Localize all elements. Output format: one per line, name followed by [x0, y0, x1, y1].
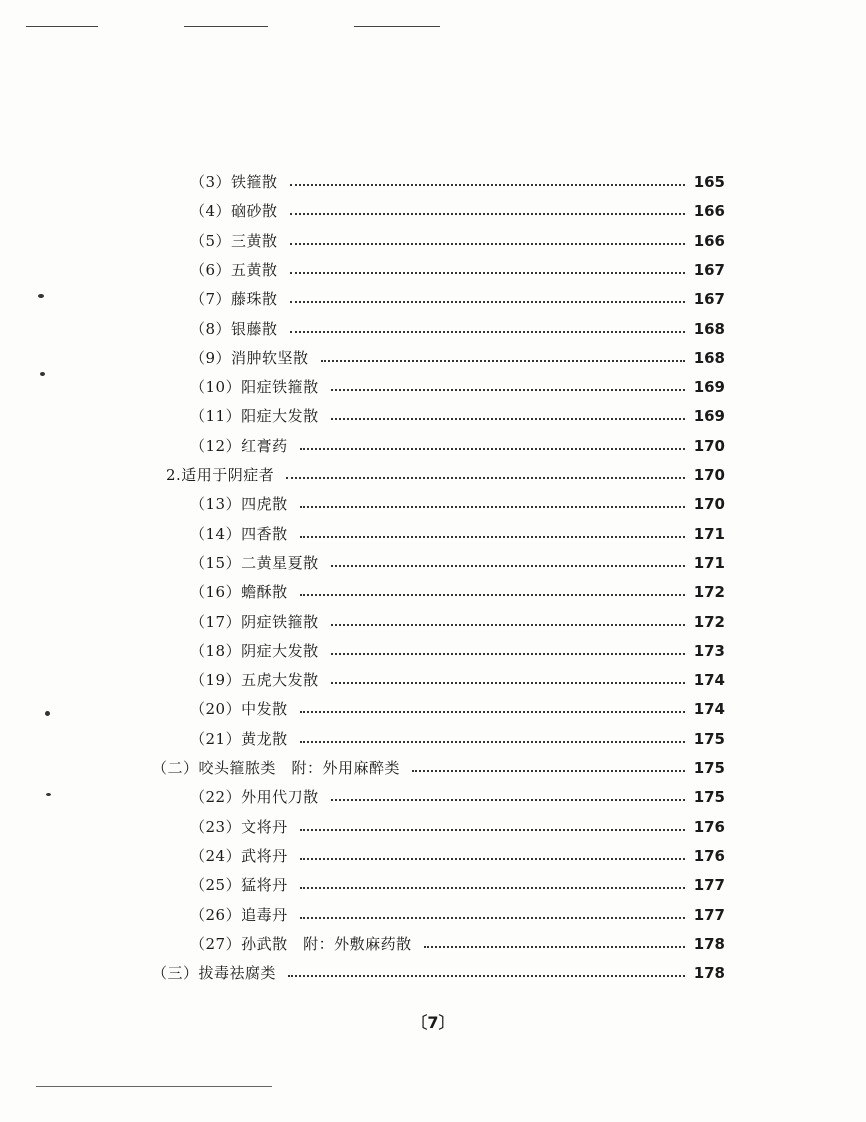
toc-entry-title: （7）藤珠散	[190, 290, 278, 309]
toc-entry	[190, 727, 725, 751]
toc-entry-page: 168	[693, 348, 725, 367]
toc-entry-title: （5）三黄散	[190, 231, 278, 250]
toc-entry-title: （17）阴症铁箍散	[190, 612, 319, 631]
toc-entry-title: （18）阴症大发散	[190, 641, 319, 660]
dot-leader	[321, 360, 685, 362]
dot-leader	[331, 624, 685, 626]
dot-leader	[290, 331, 685, 333]
toc-entry-title: （10）阳症铁箍散	[190, 378, 319, 397]
toc-entry-page: 165	[693, 173, 725, 191]
toc-entry-page: 168	[693, 319, 725, 338]
toc-entry-title: （23）文将丹	[190, 817, 288, 836]
toc-entry	[190, 668, 725, 692]
toc-entry-title: （15）二黄星夏散	[190, 553, 319, 572]
toc-entry	[190, 639, 725, 663]
toc-entry-page: 167	[693, 290, 725, 309]
dot-leader	[300, 887, 685, 889]
dot-leader	[331, 799, 685, 801]
toc-entry-title: （14）四香散	[190, 524, 288, 543]
toc-entry-page: 171	[693, 553, 725, 572]
toc-entry-title: （20）中发散	[190, 700, 288, 719]
toc-entry	[190, 170, 725, 194]
toc-entry-page: 170	[693, 436, 725, 455]
toc-entry-page: 170	[693, 466, 725, 484]
toc-entry-page: 166	[693, 202, 725, 221]
scan-speck	[40, 372, 45, 376]
toc-entry-page: 167	[693, 260, 725, 279]
toc-entry	[190, 317, 725, 341]
dot-leader	[288, 975, 685, 977]
toc-entry	[190, 258, 725, 282]
toc-entry-page: 169	[693, 378, 725, 397]
toc-entry-title: （27）孙武散 附：外敷麻药散	[190, 934, 412, 953]
dot-leader	[290, 301, 685, 303]
toc-entry	[190, 785, 725, 809]
toc-entry-page: 169	[693, 407, 725, 426]
dot-leader	[286, 477, 685, 479]
dot-leader	[300, 858, 685, 860]
toc-entry	[190, 287, 725, 311]
toc-entry-page: 178	[693, 964, 725, 983]
toc-entry	[190, 580, 725, 604]
dot-leader	[331, 682, 685, 684]
scan-speck	[45, 711, 50, 716]
toc-entry	[152, 961, 725, 985]
toc-entry-title: （三）拔毒祛腐类	[152, 964, 277, 983]
toc-entry	[190, 492, 725, 516]
toc-entry-title: 2.适用于阴症者	[166, 466, 275, 484]
dot-leader	[331, 653, 685, 655]
toc-entry-title: （8）银藤散	[190, 319, 278, 338]
toc-entry-title: （11）阳症大发散	[190, 407, 319, 426]
toc-entry-title: （26）追毒丹	[190, 905, 288, 924]
scan-line-top-3	[354, 26, 440, 27]
dot-leader	[300, 741, 685, 743]
toc-entry-page: 177	[693, 905, 725, 924]
toc-entry	[190, 903, 725, 927]
dot-leader	[290, 213, 685, 215]
toc-entry-title: （25）猛将丹	[190, 876, 288, 895]
toc-entry-title: （13）四虎散	[190, 495, 288, 514]
dot-leader	[290, 184, 685, 186]
toc-entry	[190, 375, 725, 399]
toc-entry-title: （4）硇砂散	[190, 202, 278, 221]
toc-entry-title: （3）铁箍散	[190, 173, 278, 191]
toc-entry	[190, 551, 725, 575]
dot-leader	[300, 506, 685, 508]
toc-entry	[190, 844, 725, 868]
toc-entry-page: 170	[693, 495, 725, 514]
toc-entry	[190, 932, 725, 956]
toc-entry-title: （二）咬头箍脓类 附：外用麻醉类	[152, 759, 401, 777]
dot-leader	[290, 272, 685, 274]
toc-entry	[166, 463, 725, 487]
toc-entry-title: （12）红膏药	[190, 436, 288, 455]
dot-leader	[412, 770, 685, 772]
toc-entry-page: 175	[693, 759, 725, 777]
toc-entry-title: （9）消肿软坚散	[190, 348, 309, 367]
toc-entry-title: （24）武将丹	[190, 846, 288, 865]
toc-entry-title: （19）五虎大发散	[190, 671, 319, 690]
dot-leader	[331, 389, 685, 391]
dot-leader	[290, 243, 685, 245]
dot-leader	[331, 565, 685, 567]
dot-leader	[300, 917, 685, 919]
toc-entry-page: 176	[693, 846, 725, 865]
toc-entry-title: （6）五黄散	[190, 260, 278, 279]
toc-entry	[190, 873, 725, 897]
toc-entry	[190, 404, 725, 428]
dot-leader	[300, 829, 685, 831]
toc-entry-page: 176	[693, 817, 725, 836]
toc-entry	[190, 522, 725, 546]
dot-leader	[331, 418, 685, 420]
dot-leader	[300, 711, 685, 713]
scan-line-top-1	[26, 26, 98, 27]
dot-leader	[300, 594, 685, 596]
toc-entry-title: （16）蟾酥散	[190, 583, 288, 602]
toc-entry-page: 175	[693, 729, 725, 748]
toc-entry-page: 174	[693, 671, 725, 690]
toc-entry	[190, 610, 725, 634]
toc-entry-page: 175	[693, 788, 725, 807]
toc-entry-page: 174	[693, 700, 725, 719]
toc-entry-page: 177	[693, 876, 725, 895]
toc-entry	[190, 815, 725, 839]
toc-entry-title: （22）外用代刀散	[190, 788, 319, 807]
dot-leader	[300, 448, 685, 450]
toc-entry	[152, 756, 725, 780]
toc-entry	[190, 697, 725, 721]
scan-line-bottom	[36, 1086, 272, 1087]
toc-entry	[190, 199, 725, 223]
scan-line-top-2	[184, 26, 268, 27]
scan-speck	[38, 294, 44, 298]
dot-leader	[424, 946, 685, 948]
page-number: 〔7〕	[411, 1013, 455, 1032]
toc-entry-page: 172	[693, 612, 725, 631]
toc-entry-page: 172	[693, 583, 725, 602]
dot-leader	[300, 536, 685, 538]
toc-entry-page: 166	[693, 231, 725, 250]
toc-entry	[190, 229, 725, 253]
scan-speck	[46, 793, 51, 796]
toc-entry-title: （21）黄龙散	[190, 729, 288, 748]
toc-entry	[190, 434, 725, 458]
toc-entry-page: 173	[693, 641, 725, 660]
toc-entry-page: 171	[693, 524, 725, 543]
toc-entry-page: 178	[693, 934, 725, 953]
toc-entry	[190, 346, 725, 370]
